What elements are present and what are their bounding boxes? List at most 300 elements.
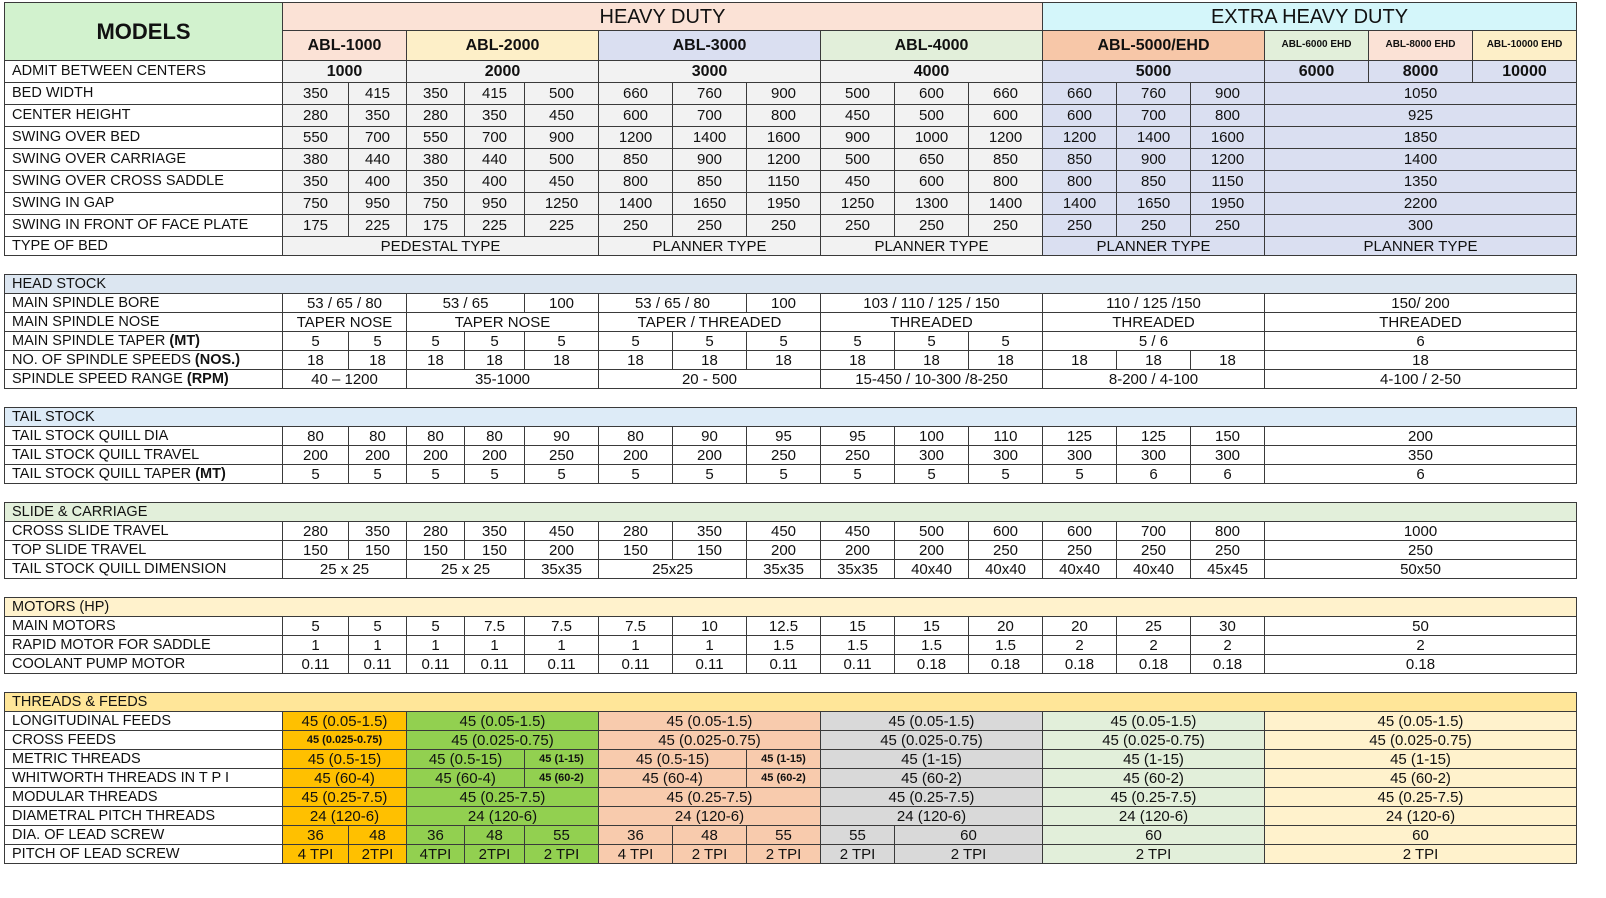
value-cell: 45 (1-15)	[1043, 750, 1265, 769]
value-cell: 250	[747, 215, 821, 237]
value-cell: 250	[1191, 215, 1265, 237]
value-cell: 35-1000	[407, 370, 599, 389]
value-cell: 24 (120-6)	[599, 807, 821, 826]
value-cell: 24 (120-6)	[407, 807, 599, 826]
section-head-stock: HEAD STOCK	[5, 275, 1577, 294]
value-cell: 1400	[599, 193, 673, 215]
spacer-row	[5, 389, 1577, 408]
value-cell: 45 (0.5-15)	[283, 750, 407, 769]
value-cell: 150	[349, 541, 407, 560]
value-cell: 2000	[407, 61, 599, 83]
value-cell: TAPER NOSE	[283, 313, 407, 332]
value-cell: 280	[599, 522, 673, 541]
value-cell: 500	[525, 83, 599, 105]
value-cell: 250	[969, 215, 1043, 237]
value-cell: 800	[1191, 522, 1265, 541]
value-cell: 45 (60-2)	[747, 769, 821, 788]
param-text: TAIL STOCK QUILL TAPER	[12, 465, 192, 482]
value-cell: 24 (120-6)	[1043, 807, 1265, 826]
value-cell: 5	[1043, 465, 1117, 484]
value-cell: 110	[969, 427, 1043, 446]
value-cell: 350	[673, 522, 747, 541]
value-cell: 850	[673, 171, 747, 193]
value-cell: 20	[969, 617, 1043, 636]
param-label: RAPID MOTOR FOR SADDLE	[5, 636, 283, 655]
value-cell: 36	[599, 826, 673, 845]
param-label: METRIC THREADS	[5, 750, 283, 769]
value-cell: 50x50	[1265, 560, 1577, 579]
param-label: ADMIT BETWEEN CENTERS	[5, 61, 283, 83]
value-cell: 350	[465, 522, 525, 541]
value-cell: 5	[349, 465, 407, 484]
param-text: NO. OF SPINDLE SPEEDS	[12, 351, 191, 368]
param-label: MAIN SPINDLE NOSE	[5, 313, 283, 332]
value-cell: 2 TPI	[525, 845, 599, 864]
value-cell: 10000	[1473, 61, 1577, 83]
value-cell: 600	[969, 522, 1043, 541]
param-label: WHITWORTH THREADS IN T P I	[5, 769, 283, 788]
section-tail-stock: TAIL STOCK	[5, 408, 1577, 427]
model-abl-2000: ABL-2000	[407, 31, 599, 61]
value-cell: 950	[465, 193, 525, 215]
value-cell: 2TPI	[349, 845, 407, 864]
value-cell: 850	[969, 149, 1043, 171]
value-cell: 300	[895, 446, 969, 465]
value-cell: 10	[673, 617, 747, 636]
value-cell: 100	[747, 294, 821, 313]
value-cell: 8-200 / 4-100	[1043, 370, 1265, 389]
value-cell: 5	[599, 465, 673, 484]
value-cell: 300	[1191, 446, 1265, 465]
value-cell: 45 (60-2)	[1265, 769, 1577, 788]
param-unit: (NOS.)	[194, 351, 241, 368]
value-cell: 45 (0.05-1.5)	[407, 712, 599, 731]
value-cell: 700	[465, 127, 525, 149]
value-cell: 125	[1043, 427, 1117, 446]
value-cell: 1650	[1117, 193, 1191, 215]
value-cell: 45 (0.25-7.5)	[821, 788, 1043, 807]
value-cell: 53 / 65 / 80	[599, 294, 747, 313]
value-cell: 5	[673, 332, 747, 351]
value-cell: 550	[407, 127, 465, 149]
param-label: CROSS FEEDS	[5, 731, 283, 750]
value-cell: 2	[1117, 636, 1191, 655]
value-cell: 150	[407, 541, 465, 560]
value-cell: 600	[1043, 105, 1117, 127]
value-cell: 18	[599, 351, 673, 370]
value-cell: 280	[407, 105, 465, 127]
param-label: SWING IN GAP	[5, 193, 283, 215]
value-cell: 5	[895, 332, 969, 351]
value-cell: 600	[599, 105, 673, 127]
value-cell: 250	[1117, 541, 1191, 560]
param-unit: (RPM)	[186, 370, 229, 387]
value-cell: 24 (120-6)	[1265, 807, 1577, 826]
value-cell: 1300	[895, 193, 969, 215]
value-cell: 45 (60-4)	[407, 769, 525, 788]
value-cell: 0.18	[1043, 655, 1117, 674]
value-cell: 125	[1117, 427, 1191, 446]
value-cell: 95	[821, 427, 895, 446]
value-cell: 1	[283, 636, 349, 655]
param-label: MODULAR THREADS	[5, 788, 283, 807]
value-cell: 415	[349, 83, 407, 105]
spacer-row	[5, 484, 1577, 503]
value-cell: 18	[1265, 351, 1577, 370]
value-cell: 450	[525, 522, 599, 541]
value-cell: 5	[349, 332, 407, 351]
value-cell: 0.11	[283, 655, 349, 674]
value-cell: 415	[465, 83, 525, 105]
value-cell: 350	[407, 171, 465, 193]
value-cell: 750	[283, 193, 349, 215]
param-text: MAIN SPINDLE TAPER	[12, 332, 166, 349]
value-cell: 4 TPI	[599, 845, 673, 864]
value-cell: 1400	[969, 193, 1043, 215]
param-label: TAIL STOCK QUILL DIMENSION	[5, 560, 283, 579]
value-cell: 35x35	[747, 560, 821, 579]
value-cell: 1	[599, 636, 673, 655]
value-cell: 95	[747, 427, 821, 446]
value-cell: 250	[673, 215, 747, 237]
value-cell: 450	[821, 105, 895, 127]
value-cell: 1050	[1265, 83, 1577, 105]
param-unit: (MT)	[195, 465, 226, 482]
value-cell: 250	[1043, 215, 1117, 237]
value-cell: 200	[821, 541, 895, 560]
value-cell: 90	[673, 427, 747, 446]
value-cell: 45 (1-15)	[525, 750, 599, 769]
value-cell: 200	[465, 446, 525, 465]
value-cell: 850	[1043, 149, 1117, 171]
value-cell: 48	[349, 826, 407, 845]
value-cell: 50	[1265, 617, 1577, 636]
value-cell: 350	[283, 83, 349, 105]
value-cell: 1600	[747, 127, 821, 149]
value-cell: 60	[1043, 826, 1265, 845]
value-cell: 55	[821, 826, 895, 845]
value-cell: 0.11	[673, 655, 747, 674]
value-cell: 12.5	[747, 617, 821, 636]
value-cell: 30	[1191, 617, 1265, 636]
value-cell: 45 (0.05-1.5)	[1043, 712, 1265, 731]
value-cell: 1200	[1043, 127, 1117, 149]
value-cell: 45 (0.025-0.75)	[1043, 731, 1265, 750]
value-cell: 800	[1191, 105, 1265, 127]
param-label: SWING IN FRONT OF FACE PLATE	[5, 215, 283, 237]
param-label	[5, 332, 283, 351]
value-cell: 660	[599, 83, 673, 105]
value-cell: 800	[1043, 171, 1117, 193]
value-cell: 5	[525, 332, 599, 351]
value-cell: 1150	[1191, 171, 1265, 193]
value-cell: 900	[1117, 149, 1191, 171]
value-cell: 200	[1265, 427, 1577, 446]
value-cell: 45 (1-15)	[747, 750, 821, 769]
value-cell: 760	[1117, 83, 1191, 105]
value-cell: 200	[673, 446, 747, 465]
value-cell: 850	[599, 149, 673, 171]
value-cell: 6000	[1265, 61, 1369, 83]
value-cell: 40x40	[969, 560, 1043, 579]
value-cell: 380	[283, 149, 349, 171]
model-abl-1000: ABL-1000	[283, 31, 407, 61]
spacer-row	[5, 674, 1577, 693]
value-cell: 250	[747, 446, 821, 465]
value-cell: PLANNER TYPE	[1043, 237, 1265, 256]
value-cell: 1150	[747, 171, 821, 193]
value-cell: 150	[465, 541, 525, 560]
value-cell: THREADED	[821, 313, 1043, 332]
param-label: CROSS SLIDE TRAVEL	[5, 522, 283, 541]
value-cell: 5	[465, 465, 525, 484]
value-cell: 5	[969, 465, 1043, 484]
param-text: SPINDLE SPEED RANGE	[12, 370, 183, 387]
value-cell: 60	[1265, 826, 1577, 845]
value-cell: 1400	[1117, 127, 1191, 149]
param-label: DIAMETRAL PITCH THREADS	[5, 807, 283, 826]
value-cell: 25	[1117, 617, 1191, 636]
value-cell: 24 (120-6)	[821, 807, 1043, 826]
value-cell: 2 TPI	[1265, 845, 1577, 864]
value-cell: 45 (0.5-15)	[407, 750, 525, 769]
value-cell: TAPER / THREADED	[599, 313, 821, 332]
value-cell: 150	[599, 541, 673, 560]
value-cell: 80	[599, 427, 673, 446]
value-cell: 250	[821, 215, 895, 237]
value-cell: 45 (0.25-7.5)	[1265, 788, 1577, 807]
value-cell: 1200	[1191, 149, 1265, 171]
value-cell: 280	[283, 105, 349, 127]
value-cell: 400	[465, 171, 525, 193]
value-cell: 250	[1043, 541, 1117, 560]
param-label: MAIN MOTORS	[5, 617, 283, 636]
value-cell: 1000	[895, 127, 969, 149]
value-cell: 45 (60-2)	[525, 769, 599, 788]
value-cell: 20 - 500	[599, 370, 821, 389]
value-cell: 1850	[1265, 127, 1577, 149]
model-abl-5000-ehd: ABL-5000/EHD	[1043, 31, 1265, 61]
value-cell: 150/ 200	[1265, 294, 1577, 313]
value-cell: 0.11	[407, 655, 465, 674]
value-cell: 300	[1117, 446, 1191, 465]
param-label: SWING OVER BED	[5, 127, 283, 149]
value-cell: 0.11	[349, 655, 407, 674]
param-label: LONGITUDINAL FEEDS	[5, 712, 283, 731]
value-cell: 1.5	[969, 636, 1043, 655]
value-cell: 1	[673, 636, 747, 655]
value-cell: 500	[821, 83, 895, 105]
param-label: CENTER HEIGHT	[5, 105, 283, 127]
spacer-row	[5, 256, 1577, 275]
value-cell: 5	[747, 332, 821, 351]
value-cell: 0.11	[821, 655, 895, 674]
value-cell: 250	[1265, 541, 1577, 560]
value-cell: 2 TPI	[821, 845, 895, 864]
value-cell: 1950	[1191, 193, 1265, 215]
value-cell: 1250	[525, 193, 599, 215]
param-unit: (MT)	[169, 332, 200, 349]
value-cell: 175	[283, 215, 349, 237]
value-cell: 450	[747, 522, 821, 541]
section-motors: MOTORS (HP)	[5, 598, 1577, 617]
value-cell: 600	[895, 83, 969, 105]
value-cell: 1	[349, 636, 407, 655]
spec-table	[4, 2, 1577, 864]
value-cell: 0.11	[525, 655, 599, 674]
value-cell: 1600	[1191, 127, 1265, 149]
value-cell: 18	[407, 351, 465, 370]
value-cell: 36	[283, 826, 349, 845]
value-cell: 450	[821, 522, 895, 541]
value-cell: 2	[1043, 636, 1117, 655]
models-label: MODELS	[5, 3, 283, 61]
value-cell: 600	[1043, 522, 1117, 541]
value-cell: 350	[1265, 446, 1577, 465]
value-cell: 200	[599, 446, 673, 465]
value-cell: 1.5	[747, 636, 821, 655]
value-cell: 1000	[283, 61, 407, 83]
value-cell: 6	[1265, 465, 1577, 484]
value-cell: 5	[821, 465, 895, 484]
value-cell: 1200	[969, 127, 1043, 149]
param-label: TYPE OF BED	[5, 237, 283, 256]
value-cell: 6	[1265, 332, 1577, 351]
value-cell: THREADED	[1265, 313, 1577, 332]
value-cell: 0.11	[599, 655, 673, 674]
param-label	[5, 351, 283, 370]
value-cell: 1250	[821, 193, 895, 215]
param-label	[5, 370, 283, 389]
value-cell: 900	[525, 127, 599, 149]
value-cell: 55	[525, 826, 599, 845]
value-cell: 0.11	[747, 655, 821, 674]
value-cell: 100	[525, 294, 599, 313]
value-cell: 2	[1265, 636, 1577, 655]
value-cell: 45 (0.025-0.75)	[599, 731, 821, 750]
value-cell: 700	[349, 127, 407, 149]
value-cell: 200	[407, 446, 465, 465]
value-cell: 900	[821, 127, 895, 149]
value-cell: 35x35	[821, 560, 895, 579]
value-cell: 45 (1-15)	[821, 750, 1043, 769]
param-label: PITCH OF LEAD SCREW	[5, 845, 283, 864]
value-cell: 40x40	[895, 560, 969, 579]
value-cell: 650	[895, 149, 969, 171]
value-cell: 1000	[1265, 522, 1577, 541]
value-cell: 800	[599, 171, 673, 193]
value-cell: 250	[969, 541, 1043, 560]
value-cell: 200	[747, 541, 821, 560]
param-label: MAIN SPINDLE BORE	[5, 294, 283, 313]
value-cell: 25 x 25	[283, 560, 407, 579]
value-cell: 45 (0.05-1.5)	[1265, 712, 1577, 731]
value-cell: 700	[1117, 105, 1191, 127]
value-cell: 5	[525, 465, 599, 484]
value-cell: 760	[673, 83, 747, 105]
value-cell: 700	[673, 105, 747, 127]
value-cell: 18	[1043, 351, 1117, 370]
value-cell: 36	[407, 826, 465, 845]
value-cell: 5	[283, 465, 349, 484]
value-cell: 950	[349, 193, 407, 215]
value-cell: 18	[895, 351, 969, 370]
value-cell: 80	[283, 427, 349, 446]
param-label: BED WIDTH	[5, 83, 283, 105]
value-cell: 18	[673, 351, 747, 370]
value-cell: 18	[747, 351, 821, 370]
value-cell: 45 (60-2)	[1043, 769, 1265, 788]
value-cell: 55	[747, 826, 821, 845]
value-cell: 53 / 65 / 80	[283, 294, 407, 313]
model-abl-6000-ehd: ABL-6000 EHD	[1265, 31, 1369, 61]
value-cell: 0.18	[1191, 655, 1265, 674]
value-cell: 60	[895, 826, 1043, 845]
value-cell: 750	[407, 193, 465, 215]
value-cell: 700	[1117, 522, 1191, 541]
value-cell: 600	[895, 171, 969, 193]
value-cell: 45 (60-4)	[599, 769, 747, 788]
value-cell: 925	[1265, 105, 1577, 127]
value-cell: 300	[969, 446, 1043, 465]
value-cell: 225	[349, 215, 407, 237]
value-cell: 450	[821, 171, 895, 193]
param-label	[5, 465, 283, 484]
value-cell: 45 (0.25-7.5)	[1043, 788, 1265, 807]
value-cell: 18	[1191, 351, 1265, 370]
value-cell: 24 (120-6)	[283, 807, 407, 826]
value-cell: 5000	[1043, 61, 1265, 83]
value-cell: 2	[1191, 636, 1265, 655]
value-cell: 1400	[1265, 149, 1577, 171]
value-cell: PLANNER TYPE	[599, 237, 821, 256]
value-cell: 225	[525, 215, 599, 237]
param-label: SWING OVER CROSS SADDLE	[5, 171, 283, 193]
value-cell: 45 (0.025-0.75)	[283, 731, 407, 750]
value-cell: TAPER NOSE	[407, 313, 599, 332]
value-cell: 45x45	[1191, 560, 1265, 579]
value-cell: 1	[525, 636, 599, 655]
value-cell: 45 (0.25-7.5)	[407, 788, 599, 807]
value-cell: 40 – 1200	[283, 370, 407, 389]
value-cell: 6	[1191, 465, 1265, 484]
value-cell: 45 (0.25-7.5)	[283, 788, 407, 807]
value-cell: 250	[895, 215, 969, 237]
value-cell: 20	[1043, 617, 1117, 636]
value-cell: THREADED	[1043, 313, 1265, 332]
value-cell: 48	[673, 826, 747, 845]
value-cell: 800	[747, 105, 821, 127]
value-cell: PLANNER TYPE	[1265, 237, 1577, 256]
value-cell: 5	[349, 617, 407, 636]
value-cell: 250	[525, 446, 599, 465]
value-cell: 0.11	[465, 655, 525, 674]
value-cell: 18	[1117, 351, 1191, 370]
value-cell: 5	[407, 465, 465, 484]
value-cell: 800	[969, 171, 1043, 193]
value-cell: 2TPI	[465, 845, 525, 864]
value-cell: 45 (0.05-1.5)	[821, 712, 1043, 731]
value-cell: 2200	[1265, 193, 1577, 215]
value-cell: 175	[407, 215, 465, 237]
value-cell: 5	[283, 617, 349, 636]
value-cell: 45 (60-2)	[821, 769, 1043, 788]
value-cell: 25x25	[599, 560, 747, 579]
value-cell: 500	[895, 522, 969, 541]
value-cell: 18	[349, 351, 407, 370]
value-cell: 90	[525, 427, 599, 446]
value-cell: 80	[407, 427, 465, 446]
